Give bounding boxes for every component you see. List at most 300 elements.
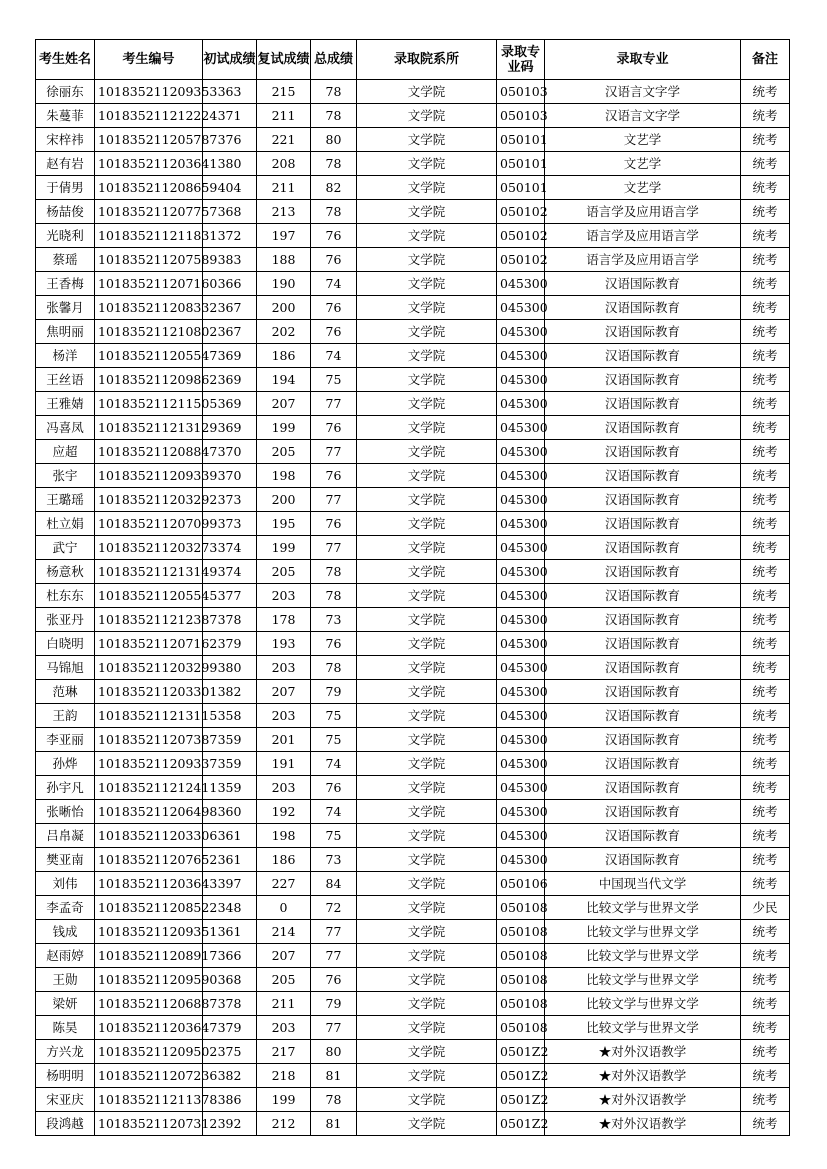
total-score-cell: 74 (311, 800, 357, 824)
department-cell: 文学院 (357, 824, 497, 848)
retest-score-cell: 178 (257, 608, 311, 632)
exam-id-cell: 101835211207160 (95, 272, 203, 296)
exam-id-cell: 101835211203292 (95, 488, 203, 512)
department-cell: 文学院 (357, 968, 497, 992)
initial-score-cell: 382 (203, 680, 257, 704)
table-row (36, 296, 790, 320)
retest-score-cell: 193 (257, 632, 311, 656)
remark-cell: 统考 (741, 776, 790, 800)
total-score-cell: 78 (311, 104, 357, 128)
table-row (36, 920, 790, 944)
remark-cell: 统考 (741, 584, 790, 608)
retest-score-cell: 188 (257, 248, 311, 272)
remark-cell: 统考 (741, 416, 790, 440)
total-score-cell: 74 (311, 272, 357, 296)
table-row (36, 752, 790, 776)
major-code-cell: 050101 (497, 128, 545, 152)
table-row (36, 680, 790, 704)
exam-id-cell: 101835211208847 (95, 440, 203, 464)
exam-id-cell: 101835211211378 (95, 1088, 203, 1112)
retest-score-cell: 200 (257, 296, 311, 320)
initial-score-cell: 376 (203, 128, 257, 152)
retest-score-cell: 200 (257, 488, 311, 512)
exam-id-cell: 101835211208522 (95, 896, 203, 920)
total-score-cell: 77 (311, 392, 357, 416)
name-cell: 白晓明 (36, 632, 95, 656)
initial-score-cell: 369 (203, 392, 257, 416)
exam-id-cell: 101835211212224 (95, 104, 203, 128)
exam-id-cell: 101835211205547 (95, 344, 203, 368)
remark-cell: 统考 (741, 656, 790, 680)
initial-score-cell: 360 (203, 800, 257, 824)
remark-cell: 统考 (741, 1088, 790, 1112)
table-row (36, 512, 790, 536)
department-cell: 文学院 (357, 512, 497, 536)
major-cell: 汉语国际教育 (545, 512, 741, 536)
remark-cell: 统考 (741, 1016, 790, 1040)
retest-score-cell: 195 (257, 512, 311, 536)
exam-id-cell: 101835211213149 (95, 560, 203, 584)
major-cell: 汉语国际教育 (545, 320, 741, 344)
remark-cell: 统考 (741, 104, 790, 128)
major-code-cell: 050102 (497, 224, 545, 248)
total-score-cell: 77 (311, 1016, 357, 1040)
exam-id-cell: 101835211203301 (95, 680, 203, 704)
name-cell: 段鸿越 (36, 1112, 95, 1136)
department-cell: 文学院 (357, 176, 497, 200)
header-exam-id: 考生编号 (95, 40, 203, 80)
department-cell: 文学院 (357, 584, 497, 608)
exam-id-cell: 101835211212387 (95, 608, 203, 632)
table-row (36, 152, 790, 176)
exam-id-cell: 101835211210802 (95, 320, 203, 344)
exam-id-cell: 101835211213115 (95, 704, 203, 728)
initial-score-cell: 380 (203, 656, 257, 680)
initial-score-cell: 359 (203, 728, 257, 752)
exam-id-cell: 101835211209862 (95, 368, 203, 392)
remark-cell: 统考 (741, 848, 790, 872)
remark-cell: 统考 (741, 488, 790, 512)
name-cell: 光晓利 (36, 224, 95, 248)
exam-id-cell: 101835211207236 (95, 1064, 203, 1088)
exam-id-cell: 101835211207162 (95, 632, 203, 656)
major-code-cell: 045300 (497, 368, 545, 392)
retest-score-cell: 213 (257, 200, 311, 224)
table-row (36, 1112, 790, 1136)
exam-id-cell: 101835211208332 (95, 296, 203, 320)
major-cell: 汉语国际教育 (545, 824, 741, 848)
retest-score-cell: 214 (257, 920, 311, 944)
total-score-cell: 76 (311, 632, 357, 656)
name-cell: 张馨月 (36, 296, 95, 320)
total-score-cell: 76 (311, 248, 357, 272)
major-cell: 比较文学与世界文学 (545, 1016, 741, 1040)
major-code-cell: 045300 (497, 584, 545, 608)
name-cell: 王璐瑶 (36, 488, 95, 512)
major-code-cell: 0501Z2 (497, 1064, 545, 1088)
major-cell: 文艺学 (545, 128, 741, 152)
table-row (36, 968, 790, 992)
name-cell: 朱蔓菲 (36, 104, 95, 128)
initial-score-cell: 373 (203, 488, 257, 512)
admission-table (35, 39, 790, 1136)
major-code-cell: 045300 (497, 680, 545, 704)
major-cell: 汉语国际教育 (545, 488, 741, 512)
retest-score-cell: 186 (257, 344, 311, 368)
major-code-cell: 050103 (497, 80, 545, 104)
exam-id-cell: 101835211211505 (95, 392, 203, 416)
retest-score-cell: 203 (257, 704, 311, 728)
table-row (36, 800, 790, 824)
name-cell: 杨意秋 (36, 560, 95, 584)
initial-score-cell: 367 (203, 320, 257, 344)
name-cell: 冯喜凤 (36, 416, 95, 440)
header-retest-score: 复试成绩 (257, 40, 311, 80)
total-score-cell: 74 (311, 752, 357, 776)
remark-cell: 统考 (741, 128, 790, 152)
total-score-cell: 76 (311, 224, 357, 248)
retest-score-cell: 0 (257, 896, 311, 920)
remark-cell: 统考 (741, 248, 790, 272)
remark-cell: 统考 (741, 344, 790, 368)
retest-score-cell: 207 (257, 392, 311, 416)
major-cell: 比较文学与世界文学 (545, 920, 741, 944)
exam-id-cell: 101835211203643 (95, 872, 203, 896)
table-row (36, 560, 790, 584)
major-code-cell: 045300 (497, 800, 545, 824)
total-score-cell: 78 (311, 560, 357, 584)
remark-cell: 统考 (741, 512, 790, 536)
header-major: 录取专业 (545, 40, 741, 80)
department-cell: 文学院 (357, 296, 497, 320)
major-code-cell: 045300 (497, 272, 545, 296)
header-row (36, 40, 790, 80)
remark-cell: 统考 (741, 560, 790, 584)
initial-score-cell: 370 (203, 464, 257, 488)
table-row (36, 584, 790, 608)
remark-cell: 统考 (741, 80, 790, 104)
department-cell: 文学院 (357, 944, 497, 968)
initial-score-cell: 361 (203, 824, 257, 848)
major-cell: 比较文学与世界文学 (545, 968, 741, 992)
initial-score-cell: 380 (203, 152, 257, 176)
major-cell: 汉语国际教育 (545, 440, 741, 464)
exam-id-cell: 101835211208659 (95, 176, 203, 200)
name-cell: 于倩男 (36, 176, 95, 200)
exam-id-cell: 101835211203273 (95, 536, 203, 560)
major-cell: 汉语国际教育 (545, 752, 741, 776)
major-cell: 语言学及应用语言学 (545, 200, 741, 224)
initial-score-cell: 369 (203, 416, 257, 440)
exam-id-cell: 101835211209339 (95, 464, 203, 488)
initial-score-cell: 366 (203, 944, 257, 968)
initial-score-cell: 383 (203, 248, 257, 272)
total-score-cell: 74 (311, 344, 357, 368)
initial-score-cell: 377 (203, 584, 257, 608)
remark-cell: 统考 (741, 200, 790, 224)
major-cell: 汉语国际教育 (545, 848, 741, 872)
remark-cell: 统考 (741, 296, 790, 320)
department-cell: 文学院 (357, 392, 497, 416)
department-cell: 文学院 (357, 848, 497, 872)
total-score-cell: 78 (311, 152, 357, 176)
initial-score-cell: 361 (203, 848, 257, 872)
remark-cell: 统考 (741, 1040, 790, 1064)
name-cell: 应超 (36, 440, 95, 464)
name-cell: 杨洋 (36, 344, 95, 368)
total-score-cell: 75 (311, 368, 357, 392)
remark-cell: 统考 (741, 272, 790, 296)
major-cell: 汉语国际教育 (545, 272, 741, 296)
department-cell: 文学院 (357, 128, 497, 152)
major-code-cell: 050103 (497, 104, 545, 128)
major-code-cell: 050106 (497, 872, 545, 896)
department-cell: 文学院 (357, 1040, 497, 1064)
department-cell: 文学院 (357, 248, 497, 272)
exam-id-cell: 101835211203641 (95, 152, 203, 176)
initial-score-cell: 375 (203, 1040, 257, 1064)
retest-score-cell: 205 (257, 560, 311, 584)
name-cell: 王勋 (36, 968, 95, 992)
retest-score-cell: 203 (257, 1016, 311, 1040)
name-cell: 孙宇凡 (36, 776, 95, 800)
major-cell: 汉语言文字学 (545, 80, 741, 104)
remark-cell: 统考 (741, 704, 790, 728)
initial-score-cell: 373 (203, 512, 257, 536)
table-row (36, 1064, 790, 1088)
total-score-cell: 77 (311, 920, 357, 944)
header-department: 录取院系所 (357, 40, 497, 80)
retest-score-cell: 205 (257, 968, 311, 992)
major-cell: 汉语国际教育 (545, 632, 741, 656)
total-score-cell: 73 (311, 848, 357, 872)
table-row (36, 488, 790, 512)
initial-score-cell: 397 (203, 872, 257, 896)
department-cell: 文学院 (357, 896, 497, 920)
major-code-cell: 050108 (497, 1016, 545, 1040)
remark-cell: 统考 (741, 944, 790, 968)
initial-score-cell: 386 (203, 1088, 257, 1112)
initial-score-cell: 363 (203, 80, 257, 104)
remark-cell: 统考 (741, 632, 790, 656)
total-score-cell: 77 (311, 944, 357, 968)
name-cell: 张晰怡 (36, 800, 95, 824)
table-row (36, 776, 790, 800)
initial-score-cell: 382 (203, 1064, 257, 1088)
remark-cell: 统考 (741, 968, 790, 992)
total-score-cell: 78 (311, 584, 357, 608)
department-cell: 文学院 (357, 1088, 497, 1112)
table-row (36, 728, 790, 752)
major-code-cell: 050102 (497, 248, 545, 272)
major-code-cell: 050101 (497, 176, 545, 200)
table-row (36, 104, 790, 128)
name-cell: 李亚丽 (36, 728, 95, 752)
total-score-cell: 77 (311, 440, 357, 464)
total-score-cell: 76 (311, 416, 357, 440)
major-code-cell: 0501Z2 (497, 1112, 545, 1136)
initial-score-cell: 370 (203, 440, 257, 464)
major-code-cell: 045300 (497, 392, 545, 416)
table-row (36, 224, 790, 248)
retest-score-cell: 199 (257, 416, 311, 440)
retest-score-cell: 192 (257, 800, 311, 824)
major-cell: 汉语国际教育 (545, 392, 741, 416)
total-score-cell: 75 (311, 824, 357, 848)
exam-id-cell: 101835211205545 (95, 584, 203, 608)
major-cell: 汉语言文字学 (545, 104, 741, 128)
exam-id-cell: 101835211207652 (95, 848, 203, 872)
retest-score-cell: 207 (257, 944, 311, 968)
total-score-cell: 76 (311, 776, 357, 800)
exam-id-cell: 101835211209590 (95, 968, 203, 992)
name-cell: 焦明丽 (36, 320, 95, 344)
major-code-cell: 045300 (497, 344, 545, 368)
table-row (36, 944, 790, 968)
department-cell: 文学院 (357, 872, 497, 896)
major-cell: 汉语国际教育 (545, 416, 741, 440)
table-row (36, 896, 790, 920)
major-code-cell: 045300 (497, 776, 545, 800)
exam-id-cell: 101835211207387 (95, 728, 203, 752)
major-cell: ★对外汉语教学 (545, 1064, 741, 1088)
initial-score-cell: 378 (203, 992, 257, 1016)
initial-score-cell: 369 (203, 344, 257, 368)
table-row (36, 632, 790, 656)
department-cell: 文学院 (357, 200, 497, 224)
major-code-cell: 045300 (497, 440, 545, 464)
total-score-cell: 78 (311, 656, 357, 680)
major-code-cell: 045300 (497, 824, 545, 848)
major-code-cell: 045300 (497, 296, 545, 320)
exam-id-cell: 101835211203299 (95, 656, 203, 680)
name-cell: 杜立娟 (36, 512, 95, 536)
initial-score-cell: 359 (203, 776, 257, 800)
table-row (36, 848, 790, 872)
table-row (36, 80, 790, 104)
department-cell: 文学院 (357, 344, 497, 368)
major-cell: 汉语国际教育 (545, 680, 741, 704)
department-cell: 文学院 (357, 104, 497, 128)
total-score-cell: 72 (311, 896, 357, 920)
header-initial-score: 初试成绩 (203, 40, 257, 80)
initial-score-cell: 371 (203, 104, 257, 128)
department-cell: 文学院 (357, 1064, 497, 1088)
department-cell: 文学院 (357, 416, 497, 440)
retest-score-cell: 199 (257, 1088, 311, 1112)
table-row (36, 440, 790, 464)
major-cell: 汉语国际教育 (545, 800, 741, 824)
department-cell: 文学院 (357, 920, 497, 944)
exam-id-cell: 101835211209502 (95, 1040, 203, 1064)
major-code-cell: 045300 (497, 848, 545, 872)
initial-score-cell: 358 (203, 704, 257, 728)
major-code-cell: 045300 (497, 608, 545, 632)
exam-id-cell: 101835211212411 (95, 776, 203, 800)
retest-score-cell: 217 (257, 1040, 311, 1064)
major-code-cell: 050108 (497, 968, 545, 992)
header-name: 考生姓名 (36, 40, 95, 80)
major-cell: 汉语国际教育 (545, 344, 741, 368)
major-code-cell: 0501Z2 (497, 1088, 545, 1112)
remark-cell: 统考 (741, 800, 790, 824)
major-code-cell: 050108 (497, 920, 545, 944)
name-cell: 钱成 (36, 920, 95, 944)
major-cell: 汉语国际教育 (545, 704, 741, 728)
major-cell: 文艺学 (545, 176, 741, 200)
name-cell: 杜东东 (36, 584, 95, 608)
exam-id-cell: 101835211206887 (95, 992, 203, 1016)
remark-cell: 统考 (741, 536, 790, 560)
department-cell: 文学院 (357, 440, 497, 464)
initial-score-cell: 369 (203, 368, 257, 392)
header-remark: 备注 (741, 40, 790, 80)
total-score-cell: 84 (311, 872, 357, 896)
major-code-cell: 045300 (497, 488, 545, 512)
name-cell: 蔡瑶 (36, 248, 95, 272)
retest-score-cell: 227 (257, 872, 311, 896)
department-cell: 文学院 (357, 320, 497, 344)
name-cell: 方兴龙 (36, 1040, 95, 1064)
retest-score-cell: 211 (257, 992, 311, 1016)
retest-score-cell: 208 (257, 152, 311, 176)
remark-cell: 统考 (741, 152, 790, 176)
major-cell: 中国现当代文学 (545, 872, 741, 896)
major-cell: 汉语国际教育 (545, 464, 741, 488)
major-code-cell: 050102 (497, 200, 545, 224)
table-row (36, 368, 790, 392)
major-cell: 汉语国际教育 (545, 560, 741, 584)
table-row (36, 176, 790, 200)
initial-score-cell: 367 (203, 296, 257, 320)
retest-score-cell: 221 (257, 128, 311, 152)
department-cell: 文学院 (357, 488, 497, 512)
department-cell: 文学院 (357, 464, 497, 488)
table-row (36, 992, 790, 1016)
initial-score-cell: 359 (203, 752, 257, 776)
major-code-cell: 050108 (497, 896, 545, 920)
remark-cell: 统考 (741, 224, 790, 248)
department-cell: 文学院 (357, 728, 497, 752)
retest-score-cell: 201 (257, 728, 311, 752)
major-code-cell: 045300 (497, 536, 545, 560)
remark-cell: 统考 (741, 824, 790, 848)
retest-score-cell: 194 (257, 368, 311, 392)
remark-cell: 统考 (741, 464, 790, 488)
initial-score-cell: 361 (203, 920, 257, 944)
exam-id-cell: 101835211207589 (95, 248, 203, 272)
department-cell: 文学院 (357, 704, 497, 728)
major-cell: ★对外汉语教学 (545, 1112, 741, 1136)
remark-cell: 统考 (741, 368, 790, 392)
initial-score-cell: 374 (203, 536, 257, 560)
major-cell: 文艺学 (545, 152, 741, 176)
exam-id-cell: 101835211207757 (95, 200, 203, 224)
exam-id-cell: 101835211203647 (95, 1016, 203, 1040)
department-cell: 文学院 (357, 224, 497, 248)
table-row (36, 200, 790, 224)
name-cell: 张亚丹 (36, 608, 95, 632)
major-code-cell: 045300 (497, 464, 545, 488)
initial-score-cell: 379 (203, 1016, 257, 1040)
major-code-cell: 045300 (497, 560, 545, 584)
total-score-cell: 76 (311, 512, 357, 536)
name-cell: 梁妍 (36, 992, 95, 1016)
remark-cell: 统考 (741, 728, 790, 752)
total-score-cell: 79 (311, 680, 357, 704)
total-score-cell: 79 (311, 992, 357, 1016)
exam-id-cell: 101835211209353 (95, 80, 203, 104)
